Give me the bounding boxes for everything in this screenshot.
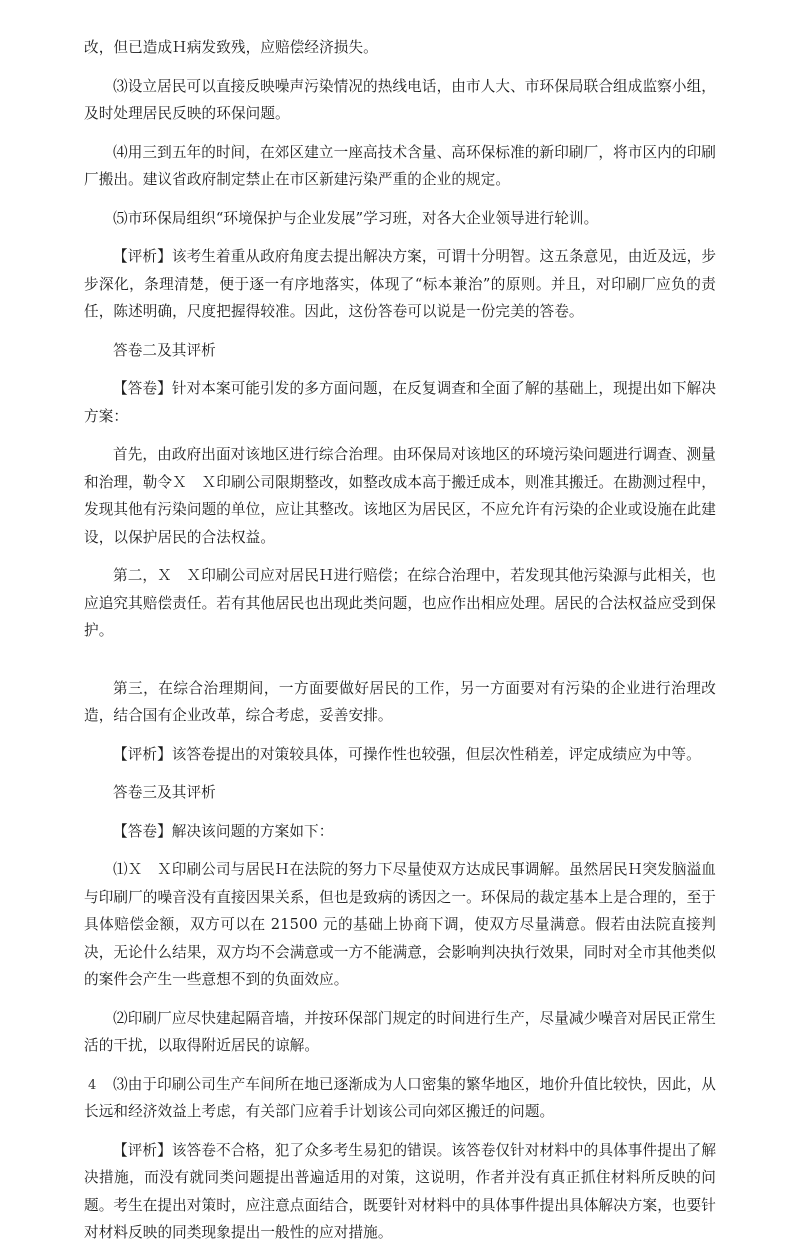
answer-paragraph-2	[84, 375, 716, 430]
paragraph-continuation: 改，但已造成Ｈ病发致残，应赔偿经济损失。	[84, 39, 378, 56]
page-number: 4	[88, 1078, 97, 1093]
paragraph-item-3: ⑶设立居民可以直接反映噪声污染情况的热线电话，由市人大、市环保局联合组成监察小组，及时处理居民反映的环保问题。	[84, 77, 716, 122]
commentary-tag: 【 评析 】	[113, 248, 172, 265]
commentary-text: 该答卷提出的对策较具体，可操作性也较强，但层次性稍差，评定成绩应为中等。	[171, 745, 701, 763]
commentary-paragraph-2	[84, 741, 716, 769]
answer-tag: 【 答卷 】	[113, 380, 172, 397]
answer-paragraph-3	[84, 818, 716, 846]
answer-tag: 【 答卷 】	[113, 823, 172, 840]
answer-text: 针对本案可能引发的多方面问题，在反复调查和全面了解的基础上，现提出如下解决方案：	[84, 380, 717, 425]
answer-text: 解决该问题的方案如下：	[171, 822, 334, 840]
commentary-tag: 【 评析 】	[113, 1142, 172, 1159]
paragraph-second: 第二，Ｘ Ｘ印刷公司应对居民Ｈ进行赔偿；在综合治理中，若发现其他污染源与此相关，也应追究其赔偿责任。若有其他居民也出现此类问题，也应作出相应处理。居民的合法权益应受到保护。	[84, 567, 716, 639]
commentary-paragraph-3	[84, 1137, 716, 1247]
section-heading-answer-2: 答卷二及其评析	[113, 341, 216, 359]
paragraph-item-5: ⑸市环保局组织“环境保护与企业发展”学习班，对各大企业领导进行轮训。	[113, 209, 599, 227]
paragraph-item-1: ⑴Ｘ Ｘ印刷公司与居民Ｈ在法院的努力下尽量使双方达成民事调解。虽然居民Ｈ突发脑溢血与印刷厂的噪音没有直接因果关系，但也是致病的诱因之一。环保局的裁定基本上是合理的，至于具体赔偿金额，双方可以在 21500 元的基础上协商下调，使双方尽量满意。假若由法院直接判决，无论什么结果，双方均不会满意或一方不能满意，会影响判决执行效果，同时对全市其他类似的案件会产生一些意想不到的负面效应。	[84, 861, 716, 988]
paragraph-first: 首先，由政府出面对该地区进行综合治理。由环保局对该地区的环境污染问题进行调查、测量和治理，勒令Ｘ Ｘ印刷公司限期整改，如整改成本高于搬迁成本，则准其搬迁。在勘测过程中，发现其他有污染问题的单位，应让其整改。该地区为居民区，不应允许有污染的企业或设施在此建设，以保护居民的合法权益。	[84, 446, 716, 546]
paragraph-item-2: ⑵印刷厂应尽快建起隔音墙，并按环保部门规定的时间进行生产，尽量减少噪音对居民正常生活的干扰，以取得附近居民的谅解。	[84, 1009, 716, 1054]
commentary-text: 该考生着重从政府角度去提出解决方案，可谓十分明智。这五条意见，由近及远，步步深化，条理清楚，便于逐一有序地落实，体现了“标本兼治”的原则。并且，对印刷厂应负的责任，陈述明确，尺度把握得较准。因此，这份答卷可以说是一份完美的答卷。	[84, 248, 717, 320]
paragraph-item-4: ⑷用三到五年的时间，在郊区建立一座高技术含量、高环保标准的新印刷厂，将市区内的印刷厂搬出。建议省政府制定禁止在市区新建污染严重的企业的规定。	[84, 143, 716, 188]
section-heading-answer-3: 答卷三及其评析	[113, 784, 216, 801]
commentary-tag: 【 评析 】	[113, 746, 172, 763]
paragraph-item-3b: ⑶由于印刷公司生产车间所在地已逐渐成为人口密集的繁华地区，地价升值比较快，因此，从长远和经济效益上考虑，有关部门应着手计划该公司向郊区搬迁的问题。	[84, 1075, 716, 1120]
commentary-text: 该答卷不合格，犯了众多考生易犯的错误。该答卷仅针对材料中的具体事件提出了解决措施，而没有就同类问题提出普遍适用的对策，这说明，作者并没有真正抓住材料所反映的问题。考生在提出对策时，应注意点面结合，既要针对材料中的具体事件提出具体解决方案，也要针对材料反映的同类现象提出一般性的应对措施。	[84, 1141, 717, 1241]
commentary-paragraph-1	[84, 243, 716, 326]
paragraph-third: 第三，在综合治理期间，一方面要做好居民的工作，另一方面要对有污染的企业进行治理改造，结合国有企业改革，综合考虑，妥善安排。	[84, 679, 716, 724]
document-body	[84, 34, 716, 1258]
blank-gap	[84, 656, 716, 675]
